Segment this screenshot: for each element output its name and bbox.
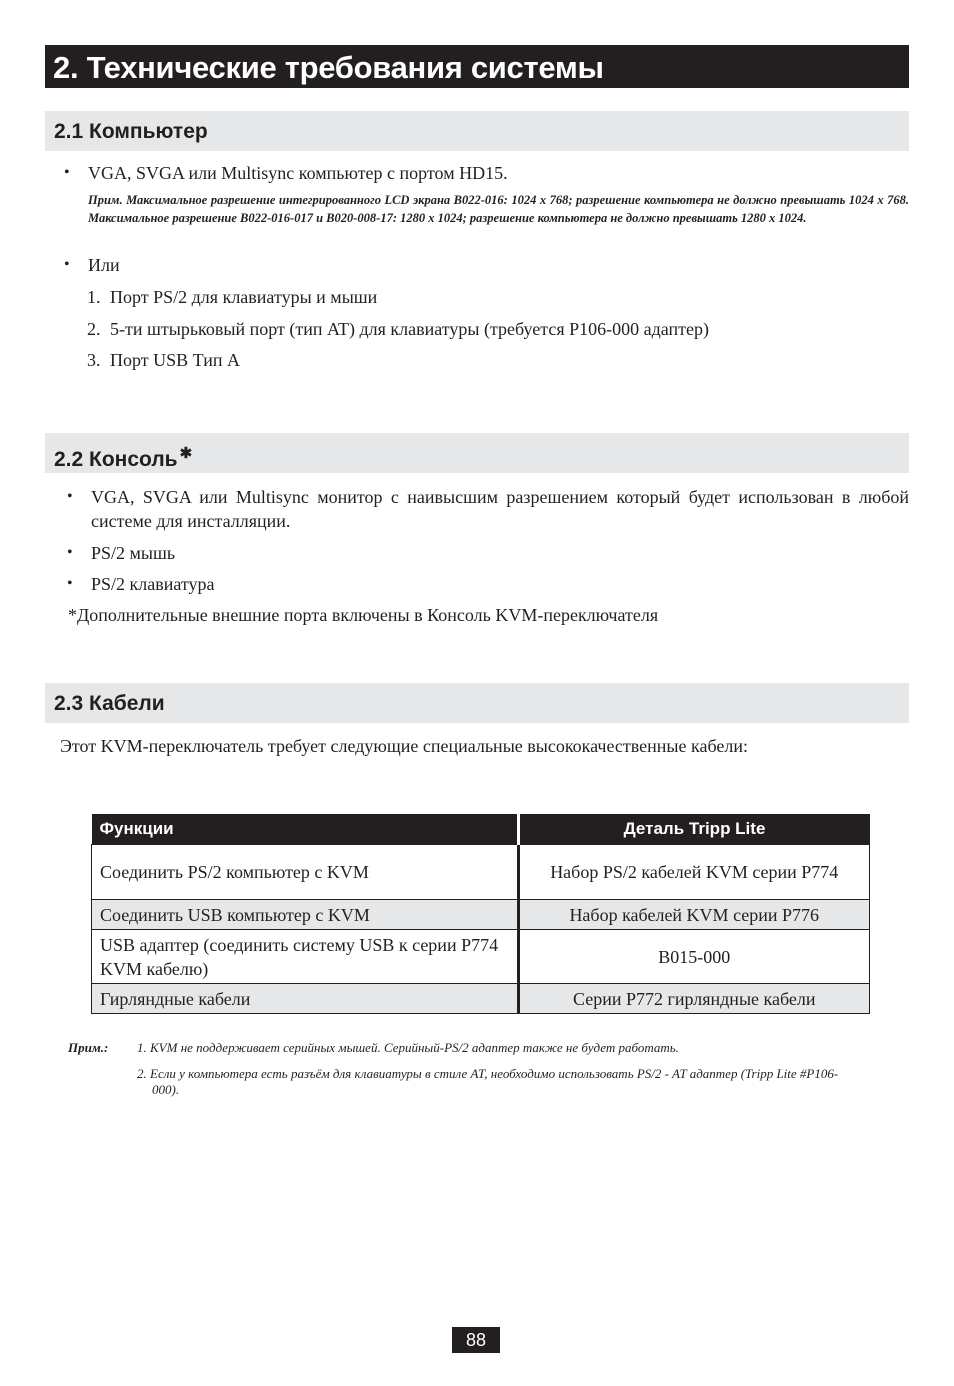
console-requirement-2: PS/2 мышь xyxy=(91,543,176,563)
table-row xyxy=(92,984,870,1014)
list-item: 5-ти штырьковый порт (тип AT) для клавиатуры (требуется P106-000 адаптер) xyxy=(110,319,710,339)
section-heading-label: 2.2 Консоль xyxy=(54,448,178,471)
bullet: • xyxy=(64,164,70,181)
resolution-note: Прим. Максимальное разрешение интегрированного LCD экрана B022-016: 1024 x 768; разрешение компьютера не должно превышать 1024 x 768. Максимальное разрешение B022-016-017 и B020-008-17: 1280 x 1024; разрешение компьютера не должно превышать 1280 x 1024. xyxy=(88,193,909,225)
column-header: Функции xyxy=(92,814,519,845)
table-row xyxy=(92,930,870,984)
bullet: • xyxy=(67,488,73,505)
cables-table xyxy=(91,814,870,1014)
table-cell: Набор PS/2 кабелей KVM серии P774 xyxy=(518,845,870,900)
list-item: Порт PS/2 для клавиатуры и мыши xyxy=(110,287,378,307)
note-item: 2. Если у компьютера есть разъём для клавиатуры в стиле AT, необходимо использовать PS/2 - AT адаптер (Tripp Lite #P106-000). xyxy=(137,1066,839,1097)
console-footnote: *Дополнительные внешние порта включены в Консоль KVM-переключателя xyxy=(68,605,659,625)
note-item: 1. KVM не поддерживает серийных мышей. Серийный-PS/2 адаптер также не будет работать. xyxy=(137,1040,679,1055)
computer-requirement-2: Или xyxy=(88,255,120,275)
section-heading-cables: 2.3 Кабели xyxy=(45,683,909,723)
table-cell: B015-000 xyxy=(518,930,870,984)
table-cell: Серии P772 гирляндные кабели xyxy=(518,984,870,1014)
table-cell: Соединить PS/2 компьютер с KVM xyxy=(92,845,519,900)
table-cell: USB адаптер (соединить систему USB к серии P774 KVM кабелю) xyxy=(92,930,519,984)
table-cell: Гирляндные кабели xyxy=(92,984,519,1014)
table-cell: Набор кабелей KVM серии P776 xyxy=(518,900,870,930)
page-number: 88 xyxy=(452,1327,500,1353)
asterisk-icon: ✱ xyxy=(179,445,193,462)
table-row xyxy=(92,900,870,930)
list-number: 2. xyxy=(87,319,101,339)
bullet: • xyxy=(67,544,73,561)
computer-requirement-1: VGA, SVGA или Multisync компьютер с портом HD15. xyxy=(88,163,508,183)
list-item: Порт USB Тип А xyxy=(110,350,240,370)
list-number: 3. xyxy=(87,350,101,370)
notes-label: Прим.: xyxy=(68,1040,109,1055)
console-requirement-3: PS/2 клавиатура xyxy=(91,574,215,594)
bullet: • xyxy=(64,256,70,273)
section-heading-console xyxy=(45,433,909,473)
list-number: 1. xyxy=(87,287,101,307)
table-header-row xyxy=(92,814,870,845)
table-cell: Соединить USB компьютер с KVM xyxy=(92,900,519,930)
table-row xyxy=(92,845,870,900)
section-heading-computer: 2.1 Компьютер xyxy=(45,111,909,151)
console-requirement-1: VGA, SVGA или Multisync монитор с наивысшим разрешением который будет использован в любой системе для инсталляции. xyxy=(91,487,909,531)
cables-intro: Этот KVM-переключатель требует следующие специальные высококачественные кабели: xyxy=(60,736,748,756)
bullet: • xyxy=(67,575,73,592)
column-header: Деталь Tripp Lite xyxy=(518,814,870,845)
page-title: 2. Технические требования системы xyxy=(45,45,909,88)
